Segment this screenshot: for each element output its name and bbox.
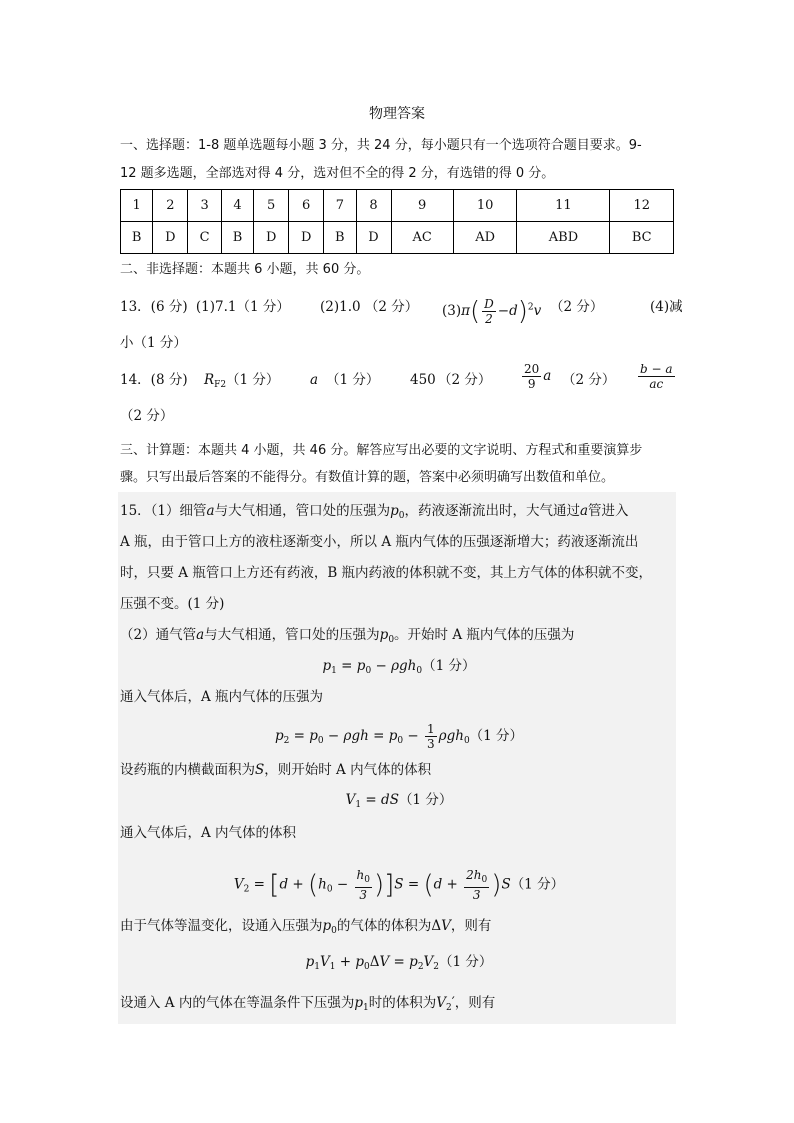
answer-table-answer-row [121, 222, 674, 254]
q14-line [120, 362, 680, 391]
q14-score3: （2 分） [438, 372, 492, 388]
table-cell: 4 [221, 190, 253, 222]
q15-line3: 时，只要 A 瓶管口上方还有药液，B 瓶内药液的体积就不变，其上方气体的体积就不变， [120, 565, 653, 581]
q15-line5: （2）通气管a与大气相通，管口处的压强为$p_0$。开始时 A 瓶内气体的压强为 [120, 627, 575, 645]
table-cell: 9 [391, 190, 453, 222]
table-cell: D [289, 222, 324, 254]
answer-table-number-row [121, 190, 674, 222]
q14-score1: （1 分） [226, 372, 280, 388]
table-cell: AD [453, 222, 517, 254]
table-cell: 2 [153, 190, 188, 222]
equation-balance: $p_1V_1 + p_0\Delta V = p_2V_2(1$ 分） [305, 954, 493, 972]
equation-v1: $V_1 = dS(1$ 分） [345, 792, 453, 810]
table-cell: 1 [121, 190, 153, 222]
q13-part2: (2)1.0 （2 分） [320, 299, 419, 315]
q13-line [120, 296, 683, 327]
q15-line10: 设通入 A 内的气体在等温条件下压强为$p_1$时的体积为$V_2'$，则有 [120, 995, 496, 1013]
q15-line8: 通入气体后，A 内气体的体积 [120, 825, 297, 841]
q14-fraction-b-a-ac: $\frac{b - a}{ac}$ [640, 362, 673, 391]
q14-continuation: （2 分） [120, 408, 174, 424]
q14-score4: （2 分） [562, 372, 616, 388]
q15-line9: 由于气体等温变化，设通入压强为$p_0$的气体的体积为ΔV，则有 [120, 918, 492, 936]
table-cell: 3 [188, 190, 222, 222]
section1-line1: 一、选择题：1-8 题单选题每小题 3 分，共 24 分，每小题只有一个选项符合题目要求。9- [120, 138, 642, 153]
q14-a-symbol: a [310, 372, 319, 388]
q14-fraction-20-9a: $\frac{20}{9}$ a [524, 362, 552, 391]
section2-heading: 二、非选择题：本题共 6 小题，共 60 分。 [120, 262, 370, 277]
table-cell: ABD [517, 222, 610, 254]
table-cell: 10 [453, 190, 517, 222]
section3-line2: 骤。只写出最后答案的不能得分。有数值计算的题，答案中必须明确写出数值和单位。 [120, 470, 615, 485]
equation-p1: $p_1 = p_0 - \rho gh_0(1$ 分） [322, 658, 476, 676]
table-cell: D [254, 222, 289, 254]
table-cell: AC [391, 222, 453, 254]
table-cell: BC [610, 222, 674, 254]
table-cell: D [153, 222, 188, 254]
table-cell: 7 [324, 190, 356, 222]
answer-table [120, 189, 674, 254]
table-cell: B [324, 222, 356, 254]
table-cell: B [221, 222, 253, 254]
q15-line1: 15．（1）细管a与大气相通，管口处的压强为$p_0$，药液逐渐流出时，大气通过a管进入 [120, 503, 629, 521]
q15-line7: 设药瓶的内横截面积为S，则开始时 A 内气体的体积 [120, 762, 432, 778]
q13-part1: (1)7.1（1 分） [195, 299, 290, 315]
table-cell: C [188, 222, 222, 254]
table-cell: B [121, 222, 153, 254]
table-cell: 12 [610, 190, 674, 222]
q13-part4: (4)减 [650, 299, 683, 315]
table-cell: 11 [517, 190, 610, 222]
q15-line6: 通入气体后，A 瓶内气体的压强为 [120, 689, 324, 705]
q15-line4: 压强不变。(1 分) [120, 596, 225, 612]
q15-line2: A 瓶，由于管口上方的液柱逐渐变小，所以 A 瓶内气体的压强逐渐增大；药液逐渐流出 [120, 534, 639, 550]
table-cell: 8 [356, 190, 391, 222]
q14-r-symbol: $R_{F2}$ [204, 372, 227, 390]
q14-label: 14．(8 分) [120, 372, 188, 388]
q14-value3: 450 [410, 372, 436, 388]
q13-label: 13．(6 分) [120, 299, 188, 315]
q14-score2: （1 分） [326, 372, 380, 388]
table-cell: D [356, 222, 391, 254]
page-title: 物理答案 [369, 106, 425, 122]
q13-part3-score: （2 分） [550, 299, 604, 315]
section3-line1: 三、计算题：本题共 4 小题，共 46 分。解答应写出必要的文字说明、方程式和重要演算步 [120, 443, 643, 458]
q13-part3: (3)π( $\frac{D}{2}$ −d)$^2$v [442, 296, 542, 327]
equation-v2: $V_2 = [d + (h_0$ − $\frac{h_0}{3}$ )]S = (d + $\frac{2h_0}{3}$ )S（1 分） [233, 868, 565, 902]
equation-p2: $p_2 = p_0 - \rho gh = p_0$ − $\frac{1}{3}$ ρgh$_0$（1 分） [274, 722, 524, 751]
q13-continuation: 小（1 分） [120, 335, 187, 351]
section1-line2: 12 题多选题，全部选对得 4 分，选对但不全的得 2 分，有选错的得 0 分。 [120, 166, 555, 181]
table-cell: 6 [289, 190, 324, 222]
table-cell: 5 [254, 190, 289, 222]
